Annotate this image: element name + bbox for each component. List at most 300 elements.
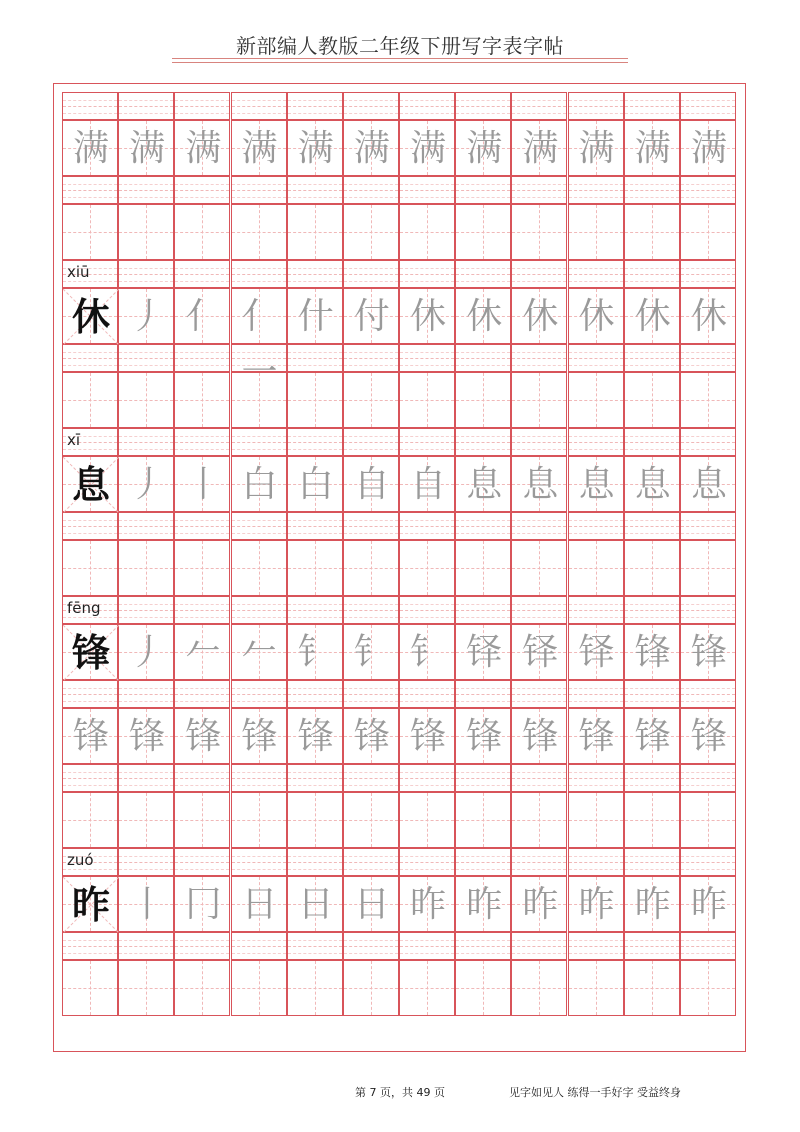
trace-character: 白 bbox=[297, 464, 334, 505]
tian-grid-cell[interactable] bbox=[343, 120, 399, 176]
pinyin-cell bbox=[624, 764, 680, 792]
pinyin-cell bbox=[118, 260, 174, 288]
tian-grid-cell[interactable] bbox=[118, 456, 174, 512]
trace-character: 满 bbox=[690, 128, 727, 169]
pinyin-cell bbox=[174, 932, 230, 960]
blank-cell[interactable] bbox=[399, 204, 455, 260]
tian-grid-cell[interactable] bbox=[174, 456, 230, 512]
tian-grid-cell[interactable] bbox=[287, 624, 343, 680]
blank-cell[interactable] bbox=[118, 204, 174, 260]
tian-grid-cell[interactable] bbox=[511, 120, 567, 176]
blank-cell[interactable] bbox=[118, 540, 174, 596]
pinyin-cell bbox=[511, 92, 567, 120]
pinyin-cell bbox=[568, 764, 624, 792]
pinyin-cell bbox=[624, 680, 680, 708]
pinyin-cell bbox=[231, 596, 287, 624]
pinyin-cell bbox=[287, 764, 343, 792]
pinyin-cell bbox=[680, 176, 736, 204]
tian-grid-cell[interactable] bbox=[287, 876, 343, 932]
pinyin-cell bbox=[287, 92, 343, 120]
pinyin-row bbox=[62, 680, 736, 708]
blank-cell[interactable] bbox=[174, 792, 230, 848]
trace-character: 铎 bbox=[522, 632, 559, 673]
trace-character: 满 bbox=[241, 128, 278, 169]
tian-grid-cell[interactable] bbox=[399, 120, 455, 176]
pinyin-cell bbox=[62, 932, 118, 960]
blank-cell[interactable] bbox=[118, 792, 174, 848]
trace-character: 钅 bbox=[297, 632, 334, 673]
pinyin-cell bbox=[455, 344, 511, 372]
trace-character: 息 bbox=[690, 464, 727, 505]
blank-cell[interactable] bbox=[62, 204, 118, 260]
pinyin-cell bbox=[511, 848, 567, 876]
pinyin-cell bbox=[174, 260, 230, 288]
model-character: 锋 bbox=[71, 631, 110, 675]
pinyin-cell bbox=[231, 428, 287, 456]
blank-cell[interactable] bbox=[455, 204, 511, 260]
pinyin-cell bbox=[680, 680, 736, 708]
blank-cell[interactable] bbox=[511, 540, 567, 596]
tian-grid-cell[interactable] bbox=[455, 876, 511, 932]
blank-practice-row bbox=[62, 204, 736, 260]
blank-cell[interactable] bbox=[511, 960, 567, 1016]
tian-grid-cell[interactable] bbox=[399, 456, 455, 512]
tian-grid-cell[interactable] bbox=[511, 708, 567, 764]
pinyin-cell bbox=[231, 92, 287, 120]
trace-character: 日 bbox=[297, 884, 334, 925]
tian-grid-cell[interactable] bbox=[680, 708, 736, 764]
pinyin-cell bbox=[680, 428, 736, 456]
pinyin-cell bbox=[231, 260, 287, 288]
pinyin-cell bbox=[399, 260, 455, 288]
tian-grid-cell[interactable] bbox=[624, 708, 680, 764]
pinyin-text: xiū bbox=[67, 263, 90, 281]
trace-character: 日 bbox=[241, 884, 278, 925]
pinyin-cell bbox=[174, 92, 230, 120]
blank-cell[interactable] bbox=[231, 792, 287, 848]
blank-cell[interactable] bbox=[343, 960, 399, 1016]
tian-grid-cell[interactable] bbox=[511, 624, 567, 680]
pinyin-cell bbox=[399, 428, 455, 456]
pinyin-cell bbox=[399, 92, 455, 120]
pinyin-cell bbox=[231, 512, 287, 540]
trace-character: 锋 bbox=[690, 716, 727, 757]
pinyin-cell bbox=[287, 344, 343, 372]
blank-cell[interactable] bbox=[287, 540, 343, 596]
tian-grid-cell[interactable] bbox=[343, 708, 399, 764]
blank-cell[interactable] bbox=[118, 372, 174, 428]
tian-grid-cell[interactable] bbox=[174, 624, 230, 680]
trace-character: 锋 bbox=[690, 632, 727, 673]
tian-grid-cell[interactable] bbox=[680, 876, 736, 932]
tian-grid-cell[interactable] bbox=[455, 456, 511, 512]
title-underline bbox=[172, 58, 628, 59]
tian-grid-cell[interactable] bbox=[568, 876, 624, 932]
tian-grid-cell[interactable] bbox=[511, 456, 567, 512]
trace-character: 丿 bbox=[129, 632, 166, 673]
tian-grid-cell[interactable] bbox=[511, 876, 567, 932]
pinyin-cell bbox=[174, 344, 230, 372]
blank-practice-row bbox=[62, 372, 736, 428]
tian-grid-cell[interactable] bbox=[399, 708, 455, 764]
pinyin-cell bbox=[62, 596, 118, 624]
tian-grid-cell[interactable] bbox=[511, 288, 567, 344]
trace-character: 钅 bbox=[410, 632, 447, 673]
blank-cell[interactable] bbox=[174, 372, 230, 428]
tian-grid-cell[interactable] bbox=[624, 120, 680, 176]
pinyin-cell bbox=[455, 92, 511, 120]
pinyin-cell bbox=[399, 680, 455, 708]
blank-cell[interactable] bbox=[399, 540, 455, 596]
trace-character: 满 bbox=[72, 128, 109, 169]
tian-grid-cell[interactable] bbox=[174, 876, 230, 932]
blank-cell[interactable] bbox=[231, 204, 287, 260]
pinyin-cell bbox=[624, 512, 680, 540]
pinyin-cell bbox=[568, 260, 624, 288]
character-row bbox=[62, 876, 736, 932]
trace-character: 休 bbox=[634, 296, 671, 337]
trace-character: 休 bbox=[578, 296, 615, 337]
pinyin-cell bbox=[455, 764, 511, 792]
pinyin-cell bbox=[568, 680, 624, 708]
tian-grid-cell[interactable] bbox=[287, 288, 343, 344]
pinyin-cell bbox=[174, 512, 230, 540]
tian-grid-cell[interactable] bbox=[174, 120, 230, 176]
pinyin-cell bbox=[680, 932, 736, 960]
tian-grid-cell[interactable] bbox=[231, 876, 287, 932]
trace-character: 锋 bbox=[522, 716, 559, 757]
trace-character: 铎 bbox=[466, 632, 503, 673]
blank-cell[interactable] bbox=[174, 204, 230, 260]
tian-grid-cell[interactable] bbox=[118, 624, 174, 680]
trace-character: 满 bbox=[522, 128, 559, 169]
tian-grid-cell[interactable] bbox=[568, 708, 624, 764]
tian-grid-cell[interactable] bbox=[62, 624, 118, 680]
model-character: 昨 bbox=[71, 883, 110, 927]
pinyin-cell bbox=[118, 176, 174, 204]
pinyin-cell bbox=[62, 512, 118, 540]
blank-cell[interactable] bbox=[174, 960, 230, 1016]
model-character: 休 bbox=[71, 295, 110, 339]
blank-cell[interactable] bbox=[231, 960, 287, 1016]
blank-cell[interactable] bbox=[62, 960, 118, 1016]
pinyin-text: xī bbox=[67, 431, 81, 449]
pinyin-cell bbox=[287, 596, 343, 624]
tian-grid-cell[interactable] bbox=[62, 456, 118, 512]
trace-character: 休 bbox=[690, 296, 727, 337]
pinyin-cell bbox=[511, 260, 567, 288]
tian-grid-cell[interactable] bbox=[624, 624, 680, 680]
character-row bbox=[62, 708, 736, 764]
pinyin-cell bbox=[62, 260, 118, 288]
blank-cell[interactable] bbox=[624, 960, 680, 1016]
blank-cell[interactable] bbox=[568, 792, 624, 848]
trace-character: 满 bbox=[185, 128, 222, 169]
tian-grid-cell[interactable] bbox=[62, 120, 118, 176]
trace-character: 满 bbox=[410, 128, 447, 169]
pinyin-cell bbox=[568, 344, 624, 372]
pinyin-cell bbox=[511, 932, 567, 960]
trace-character: 丨 bbox=[129, 884, 166, 925]
pinyin-cell bbox=[62, 176, 118, 204]
pinyin-cell bbox=[455, 932, 511, 960]
blank-cell[interactable] bbox=[624, 540, 680, 596]
tian-grid-cell[interactable] bbox=[231, 708, 287, 764]
pinyin-cell bbox=[568, 92, 624, 120]
pinyin-row bbox=[62, 428, 736, 456]
tian-grid-cell[interactable] bbox=[568, 456, 624, 512]
blank-practice-row bbox=[62, 960, 736, 1016]
pinyin-cell bbox=[174, 176, 230, 204]
pinyin-row bbox=[62, 764, 736, 792]
tian-grid-cell[interactable] bbox=[343, 876, 399, 932]
pinyin-cell bbox=[399, 764, 455, 792]
trace-character: 息 bbox=[578, 464, 615, 505]
pinyin-cell bbox=[624, 428, 680, 456]
tian-grid-cell[interactable] bbox=[118, 708, 174, 764]
trace-character: 昨 bbox=[578, 884, 615, 925]
pinyin-cell bbox=[455, 848, 511, 876]
blank-cell[interactable] bbox=[343, 792, 399, 848]
blank-cell[interactable] bbox=[118, 960, 174, 1016]
tian-grid-cell[interactable] bbox=[62, 288, 118, 344]
blank-cell[interactable] bbox=[343, 540, 399, 596]
trace-character: 锋 bbox=[634, 632, 671, 673]
pinyin-cell bbox=[511, 344, 567, 372]
pinyin-cell bbox=[343, 764, 399, 792]
trace-character: 息 bbox=[634, 464, 671, 505]
pinyin-cell bbox=[511, 596, 567, 624]
trace-character: 昨 bbox=[690, 884, 727, 925]
trace-character: 铎 bbox=[578, 632, 615, 673]
tian-grid-cell[interactable] bbox=[455, 288, 511, 344]
pinyin-cell bbox=[343, 260, 399, 288]
pinyin-cell bbox=[62, 848, 118, 876]
pinyin-cell bbox=[624, 260, 680, 288]
blank-cell[interactable] bbox=[62, 540, 118, 596]
tian-grid-cell[interactable] bbox=[118, 120, 174, 176]
practice-grid bbox=[62, 92, 736, 1043]
footer-slogan: 见字如见人 练得一手好字 受益终身 bbox=[509, 1086, 681, 1099]
pinyin-cell bbox=[287, 260, 343, 288]
blank-cell[interactable] bbox=[568, 372, 624, 428]
blank-cell[interactable] bbox=[287, 372, 343, 428]
pinyin-cell bbox=[62, 680, 118, 708]
pinyin-cell bbox=[511, 512, 567, 540]
pinyin-cell bbox=[62, 764, 118, 792]
pinyin-cell bbox=[287, 932, 343, 960]
trace-character: 锋 bbox=[410, 716, 447, 757]
blank-cell[interactable] bbox=[680, 960, 736, 1016]
blank-cell[interactable] bbox=[455, 792, 511, 848]
pinyin-cell bbox=[287, 680, 343, 708]
blank-cell[interactable] bbox=[231, 540, 287, 596]
tian-grid-cell[interactable] bbox=[568, 120, 624, 176]
tian-grid-cell[interactable] bbox=[399, 288, 455, 344]
trace-character: 锋 bbox=[297, 716, 334, 757]
blank-cell[interactable] bbox=[680, 204, 736, 260]
tian-grid-cell[interactable] bbox=[455, 120, 511, 176]
pinyin-cell bbox=[231, 932, 287, 960]
pinyin-cell bbox=[343, 344, 399, 372]
tian-grid-cell[interactable] bbox=[455, 624, 511, 680]
page-number: 第 7 页，共 49 页 bbox=[355, 1086, 445, 1099]
tian-grid-cell[interactable] bbox=[624, 288, 680, 344]
pinyin-cell bbox=[624, 92, 680, 120]
pinyin-row bbox=[62, 596, 736, 624]
blank-cell[interactable] bbox=[511, 792, 567, 848]
trace-character: 休 bbox=[410, 296, 447, 337]
pinyin-cell bbox=[399, 932, 455, 960]
blank-cell[interactable] bbox=[680, 540, 736, 596]
trace-character: 满 bbox=[129, 128, 166, 169]
tian-grid-cell[interactable] bbox=[231, 120, 287, 176]
trace-character: 锋 bbox=[241, 716, 278, 757]
pinyin-cell bbox=[174, 764, 230, 792]
tian-grid-cell[interactable] bbox=[455, 708, 511, 764]
tian-grid-cell[interactable] bbox=[287, 456, 343, 512]
trace-character: 满 bbox=[353, 128, 390, 169]
pinyin-row bbox=[62, 344, 736, 372]
pinyin-cell bbox=[624, 596, 680, 624]
blank-cell[interactable] bbox=[399, 792, 455, 848]
blank-cell[interactable] bbox=[287, 960, 343, 1016]
pinyin-cell bbox=[568, 512, 624, 540]
trace-character: 锋 bbox=[72, 716, 109, 757]
trace-character: 昨 bbox=[466, 884, 503, 925]
tian-grid-cell[interactable] bbox=[343, 624, 399, 680]
pinyin-cell bbox=[399, 176, 455, 204]
pinyin-cell bbox=[455, 596, 511, 624]
pinyin-cell bbox=[62, 92, 118, 120]
blank-cell[interactable] bbox=[62, 792, 118, 848]
pinyin-cell bbox=[568, 428, 624, 456]
trace-character: 满 bbox=[578, 128, 615, 169]
pinyin-cell bbox=[680, 512, 736, 540]
tian-grid-cell[interactable] bbox=[174, 288, 230, 344]
pinyin-cell bbox=[680, 848, 736, 876]
tian-grid-cell[interactable] bbox=[174, 708, 230, 764]
pinyin-cell bbox=[287, 428, 343, 456]
pinyin-cell bbox=[62, 344, 118, 372]
pinyin-cell bbox=[231, 848, 287, 876]
blank-cell[interactable] bbox=[680, 792, 736, 848]
tian-grid-cell[interactable] bbox=[118, 876, 174, 932]
pinyin-cell bbox=[174, 680, 230, 708]
blank-cell[interactable] bbox=[680, 372, 736, 428]
tian-grid-cell[interactable] bbox=[680, 120, 736, 176]
blank-cell[interactable] bbox=[511, 372, 567, 428]
blank-cell[interactable] bbox=[174, 540, 230, 596]
trace-character: 锋 bbox=[129, 716, 166, 757]
pinyin-cell bbox=[399, 848, 455, 876]
pinyin-row bbox=[62, 92, 736, 120]
trace-character: 𠂉 bbox=[185, 632, 222, 673]
tian-grid-cell[interactable] bbox=[118, 288, 174, 344]
trace-character: 白 bbox=[241, 464, 278, 505]
pinyin-cell bbox=[624, 932, 680, 960]
pinyin-cell bbox=[287, 512, 343, 540]
pinyin-cell bbox=[118, 92, 174, 120]
blank-cell[interactable] bbox=[568, 204, 624, 260]
tian-grid-cell[interactable] bbox=[231, 624, 287, 680]
tian-grid-cell[interactable] bbox=[62, 876, 118, 932]
tian-grid-cell[interactable] bbox=[62, 708, 118, 764]
pinyin-cell bbox=[231, 176, 287, 204]
page-title: 新部编人教版二年级下册写字表字帖 bbox=[236, 34, 564, 58]
trace-character: 亻 bbox=[185, 296, 222, 337]
tian-grid-cell[interactable] bbox=[343, 456, 399, 512]
pinyin-cell bbox=[511, 764, 567, 792]
pinyin-cell bbox=[455, 680, 511, 708]
blank-cell[interactable] bbox=[624, 792, 680, 848]
blank-cell[interactable] bbox=[399, 372, 455, 428]
tian-grid-cell[interactable] bbox=[680, 456, 736, 512]
trace-character: 冂 bbox=[185, 884, 222, 925]
pinyin-row bbox=[62, 512, 736, 540]
tian-grid-cell[interactable] bbox=[624, 456, 680, 512]
blank-cell[interactable] bbox=[62, 372, 118, 428]
tian-grid-cell[interactable] bbox=[343, 288, 399, 344]
trace-character: 自 bbox=[353, 464, 390, 505]
pinyin-cell bbox=[343, 92, 399, 120]
pinyin-cell bbox=[287, 848, 343, 876]
blank-cell[interactable] bbox=[287, 204, 343, 260]
tian-grid-cell[interactable] bbox=[287, 708, 343, 764]
pinyin-cell bbox=[680, 764, 736, 792]
tian-grid-cell[interactable] bbox=[231, 456, 287, 512]
trace-character: 休 bbox=[466, 296, 503, 337]
tian-grid-cell[interactable] bbox=[680, 624, 736, 680]
pinyin-row bbox=[62, 932, 736, 960]
tian-grid-cell[interactable] bbox=[680, 288, 736, 344]
blank-cell[interactable] bbox=[399, 960, 455, 1016]
tian-grid-cell[interactable] bbox=[231, 288, 287, 393]
tian-grid-cell[interactable] bbox=[287, 120, 343, 176]
tian-grid-cell[interactable] bbox=[568, 624, 624, 680]
pinyin-row bbox=[62, 848, 736, 876]
trace-character: 丨 bbox=[185, 464, 222, 505]
blank-cell[interactable] bbox=[455, 372, 511, 428]
blank-cell[interactable] bbox=[343, 372, 399, 428]
blank-cell[interactable] bbox=[455, 540, 511, 596]
blank-cell[interactable] bbox=[624, 372, 680, 428]
trace-character: 满 bbox=[466, 128, 503, 169]
pinyin-cell bbox=[511, 428, 567, 456]
blank-cell[interactable] bbox=[511, 204, 567, 260]
tian-grid-cell[interactable] bbox=[568, 288, 624, 344]
tian-grid-cell[interactable] bbox=[399, 624, 455, 680]
pinyin-cell bbox=[624, 344, 680, 372]
pinyin-cell bbox=[399, 344, 455, 372]
blank-cell[interactable] bbox=[624, 204, 680, 260]
trace-character: 付 bbox=[353, 296, 390, 337]
blank-cell[interactable] bbox=[455, 960, 511, 1016]
blank-cell[interactable] bbox=[568, 960, 624, 1016]
blank-cell[interactable] bbox=[568, 540, 624, 596]
pinyin-cell bbox=[231, 764, 287, 792]
trace-character: 什 bbox=[297, 296, 334, 337]
trace-character: 昨 bbox=[522, 884, 559, 925]
trace-character: 锋 bbox=[634, 716, 671, 757]
tian-grid-cell[interactable] bbox=[624, 876, 680, 932]
trace-character: 锋 bbox=[353, 716, 390, 757]
tian-grid-cell[interactable] bbox=[399, 876, 455, 932]
blank-cell[interactable] bbox=[287, 792, 343, 848]
pinyin-cell bbox=[568, 848, 624, 876]
blank-cell[interactable] bbox=[343, 204, 399, 260]
trace-character: 钅 bbox=[353, 632, 390, 673]
